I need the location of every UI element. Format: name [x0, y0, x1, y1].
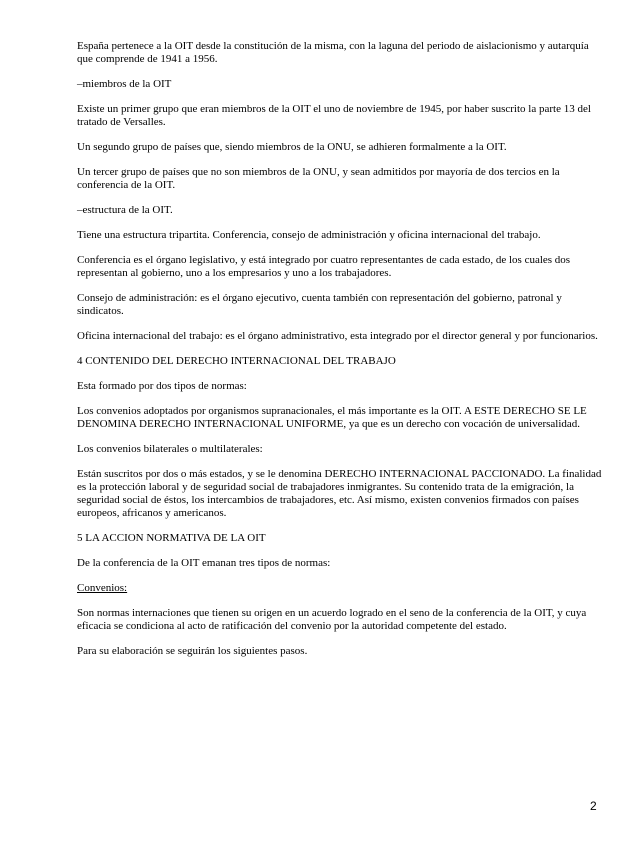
section-heading-4: 4 CONTENIDO DEL DERECHO INTERNACIONAL DEL TRABAJO: [77, 355, 396, 367]
paragraph-three-norm-types: De la conferencia de la OIT emanan tres tipos de normas:: [77, 557, 331, 569]
subheading-members: –miembros de la OIT: [77, 78, 172, 90]
paragraph-tripartite: Tiene una estructura tripartita. Conferencia, consejo de administración y oficina internacional del trabajo.: [77, 229, 541, 241]
paragraph-uniform-law: Los convenios adoptados por organismos supranacionales, el más importante es la OIT. A ESTE DERECHO SE LE DENOMINA DERECHO INTERNACIONAL UNIFORME, ya que es un derecho con vocación de universalidad.: [77, 405, 587, 430]
paragraph-conventions-definition: Son normas internaciones que tienen su origen en un acuerdo logrado en el seno de la conferencia de la OIT, y cuya eficacia se condiciona al acto de ratificación del convenio por la autoridad competente del estado.: [77, 607, 587, 632]
paragraph-second-group: Un segundo grupo de países que, siendo miembros de la ONU, se adhieren formalmente a la OIT.: [77, 141, 507, 153]
paragraph-bilateral: Los convenios bilaterales o multilaterales:: [77, 443, 263, 455]
paragraph-elaboration-steps: Para su elaboración se seguirán los siguientes pasos.: [77, 645, 308, 657]
paragraph-third-group: Un tercer grupo de países que no son miembros de la ONU, y sean admitidos por mayoría de dos tercios en la conferencia de la OIT.: [77, 166, 560, 191]
paragraph-norm-types: Esta formado por dos tipos de normas:: [77, 380, 247, 392]
paragraph-membership-history: España pertenece a la OIT desde la constitución de la misma, con la laguna del periodo de aislacionismo y autarquía que comprende de 1941 a 1956.: [77, 40, 589, 65]
page-number: 2: [590, 799, 597, 813]
paragraph-council: Consejo de administración: es el órgano ejecutivo, cuenta también con representación del gobierno, patronal y sindicatos.: [77, 292, 562, 317]
subheading-conventions: Convenios:: [77, 582, 128, 594]
paragraph-first-group: Existe un primer grupo que eran miembros de la OIT el uno de noviembre de 1945, por haber suscrito la parte 13 del tratado de Versalles.: [77, 103, 591, 128]
document-body: [77, 40, 605, 658]
section-heading-5: 5 LA ACCION NORMATIVA DE LA OIT: [77, 532, 266, 544]
paragraph-office: Oficina internacional del trabajo: es el órgano administrativo, esta integrado por el director general y por funcionarios.: [77, 330, 598, 342]
paragraph-conference: Conferencia es el órgano legislativo, y está integrado por cuatro representantes de cada estado, de los cuales dos representan al gobierno, uno a los empresarios y uno a los trabajadores.: [77, 254, 571, 279]
paragraph-paccionado: Están suscritos por dos o más estados, y se le denomina DERECHO INTERNACIONAL PACCIONADO. La finalidad es la protección laboral y de seguridad social de trabajadores inmigrantes. Su contenido trata de la emigración, la seguridad social de éstos, los intercambios de trabajadores, etc. Así mismo, existen convenios firmados con países europeos, africanos y americanos.: [77, 468, 602, 519]
subheading-structure: –estructura de la OIT.: [77, 204, 173, 216]
